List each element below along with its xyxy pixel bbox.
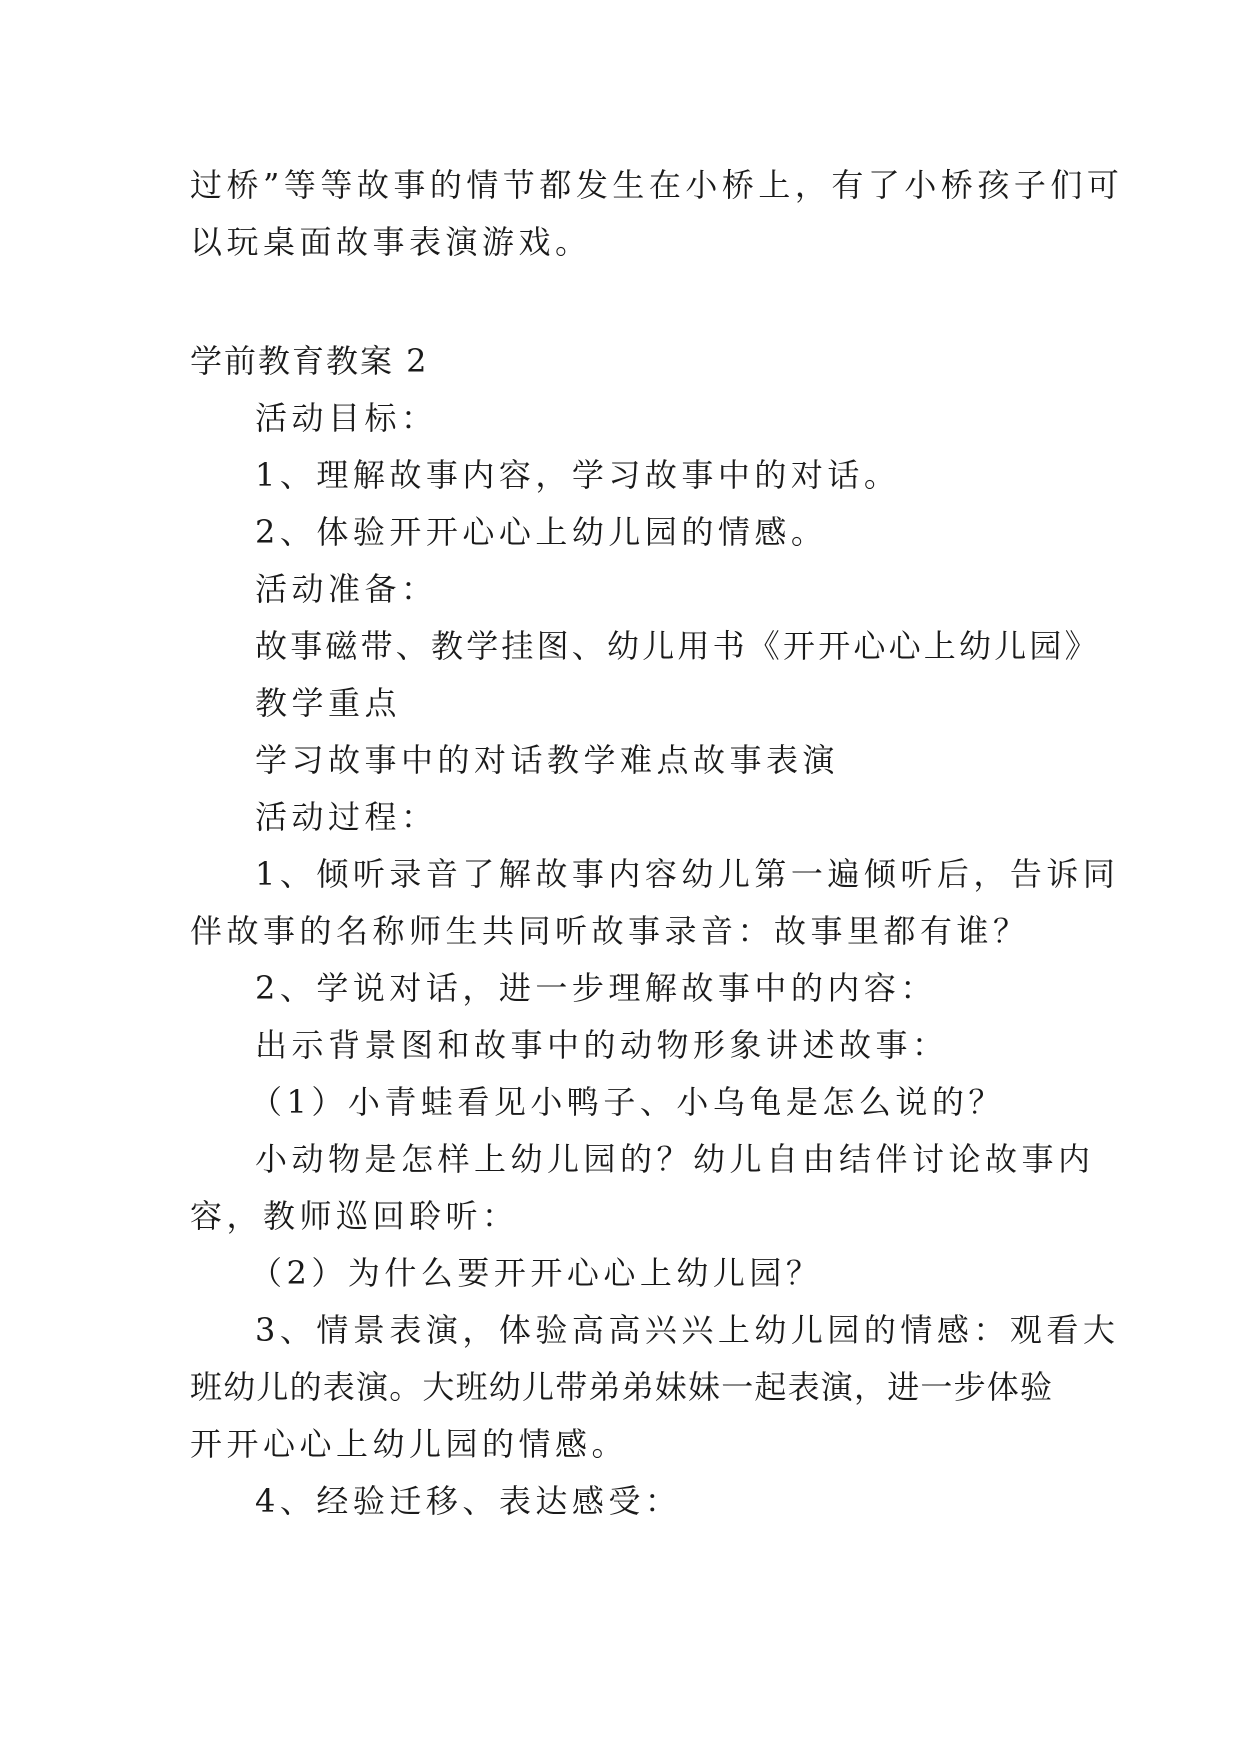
intro-line-2: 以玩桌面故事表演游戏。 xyxy=(190,223,592,261)
text-line: 活动目标： xyxy=(255,399,438,437)
text-line: 1、倾听录音了解故事内容幼儿第一遍倾听后，告诉同 xyxy=(255,855,1120,893)
text-line: 教学重点 xyxy=(255,684,402,722)
text-line: （2）为什么要开开心心上幼儿园？ xyxy=(250,1254,823,1292)
text-line: 4、经验迁移、表达感受： xyxy=(255,1482,682,1520)
text-line: 故事磁带、教学挂图、幼儿用书《开开心心上幼儿园》 xyxy=(255,627,1100,665)
text-line: 2、学说对话，进一步理解故事中的内容： xyxy=(255,969,937,1007)
text-line: 活动准备： xyxy=(255,570,438,608)
intro-line-1: 过桥”等等故事的情节都发生在小桥上，有了小桥孩子们可 xyxy=(190,166,1124,204)
text-line: 伴故事的名称师生共同听故事录音：故事里都有谁？ xyxy=(190,912,1030,950)
text-line: 出示背景图和故事中的动物形象讲述故事： xyxy=(255,1026,949,1064)
text-line: 2、体验开开心心上幼儿园的情感。 xyxy=(255,513,828,551)
text-line: （1）小青蛙看见小鸭子、小乌龟是怎么说的？ xyxy=(250,1083,1005,1121)
text-line: 容，教师巡回聆听： xyxy=(190,1197,519,1235)
text-line: 班幼儿的表演。大班幼儿带弟弟妹妹一起表演，进一步体验 xyxy=(190,1368,1054,1406)
text-line: 小动物是怎样上幼儿园的？幼儿自由结伴讨论故事内 xyxy=(255,1140,1095,1178)
text-line: 1、理解故事内容，学习故事中的对话。 xyxy=(255,456,901,494)
section-title: 学前教育教案 2 xyxy=(190,342,429,380)
text-line: 3、情景表演，体验高高兴兴上幼儿园的情感：观看大 xyxy=(255,1311,1120,1349)
text-line: 学习故事中的对话教学难点故事表演 xyxy=(255,741,840,779)
text-line: 开开心心上幼儿园的情感。 xyxy=(190,1425,629,1463)
text-line: 活动过程： xyxy=(255,798,438,836)
